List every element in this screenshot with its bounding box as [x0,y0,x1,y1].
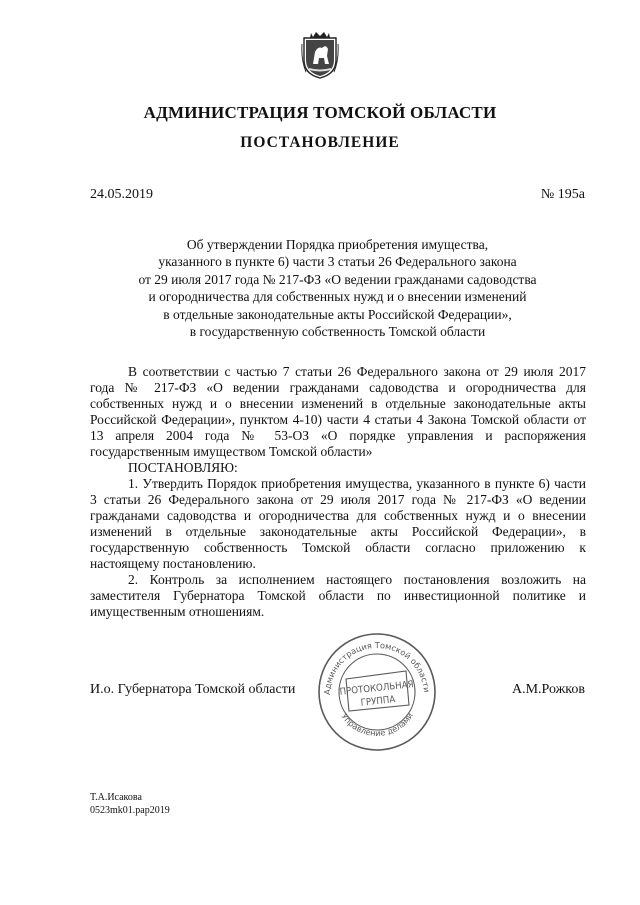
organization-title: АДМИНИСТРАЦИЯ ТОМСКОЙ ОБЛАСТИ [143,103,497,122]
executor-name: Т.А.Исакова [90,792,142,803]
document-body [90,364,586,620]
signer-position: И.о. Губернатора Томской области [90,682,296,697]
subject-line: и огородничества для собственных нужд и о внесении изменений [148,289,527,305]
footer-info [90,791,170,817]
item-1-paragraph: 1. Утвердить Порядок приобретения имущества, указанного в пункте 6) части 3 статьи 26 Федерального закона от 29 июля 2017 года № 217-ФЗ «О ведении гражданами садоводства и огородничества для собственных нужд и о внесении изменений в отдельные законодательные акты Российской Федерации», в государственную собственность Томской области согласно приложению к настоящему постановлению. [90,476,586,571]
subject-line: Об утверждении Порядка приобретения имущества, [186,237,489,252]
official-stamp [316,631,438,753]
subject-line: в государственную собственность Томской области [189,324,486,340]
document-number: № 195а [540,187,585,202]
subject-line: от 29 июля 2017 года № 217-ФЗ «О ведении гражданами садоводства [138,271,537,287]
stamp-outer-text-top: Администрация Томской области [321,639,432,696]
stamp-center-line-1: ПРОТОКОЛЬНАЯ [339,679,415,698]
item-2-paragraph: 2. Контроль за исполнением настоящего постановления возложить на заместителя Губернатора Томской области по инвестиционной политике и имущественным отношениям. [90,572,586,619]
document-type-heading: ПОСТАНОВЛЕНИЕ [240,134,400,151]
subject-line: в отдельные законодательные акты Российской Федерации», [163,306,512,322]
subject-line: указанного в пункте 6) части 3 статьи 26 Федерального закона [158,254,517,270]
document-date: 24.05.2019 [90,187,153,202]
stamp-center-line-2: ГРУППА [360,694,396,709]
stamp-outer-text-bottom: Управление делами [339,710,416,738]
preamble-paragraph: В соответствии с частью 7 статьи 26 Федерального закона от 29 июля 2017 года № 217-ФЗ «О ведении гражданами садоводства и огородничества для собственных нужд и о внесении изменений в отдельные законодательные акты Российской Федерации», пунктом 4-10) части 4 статьи 4 Закона Томской области от 13 апреля 2004 года № 53-ОЗ «О порядке управления и распоряжения государственным имуществом Томской области» [90,364,586,459]
tomsk-oblast-coat-of-arms-icon [301,30,339,80]
file-code: 0523mk01.pap2019 [90,805,170,816]
signer-name: А.М.Рожков [511,682,585,697]
document-subject [90,236,585,340]
decree-word: ПОСТАНОВЛЯЮ: [128,460,238,475]
